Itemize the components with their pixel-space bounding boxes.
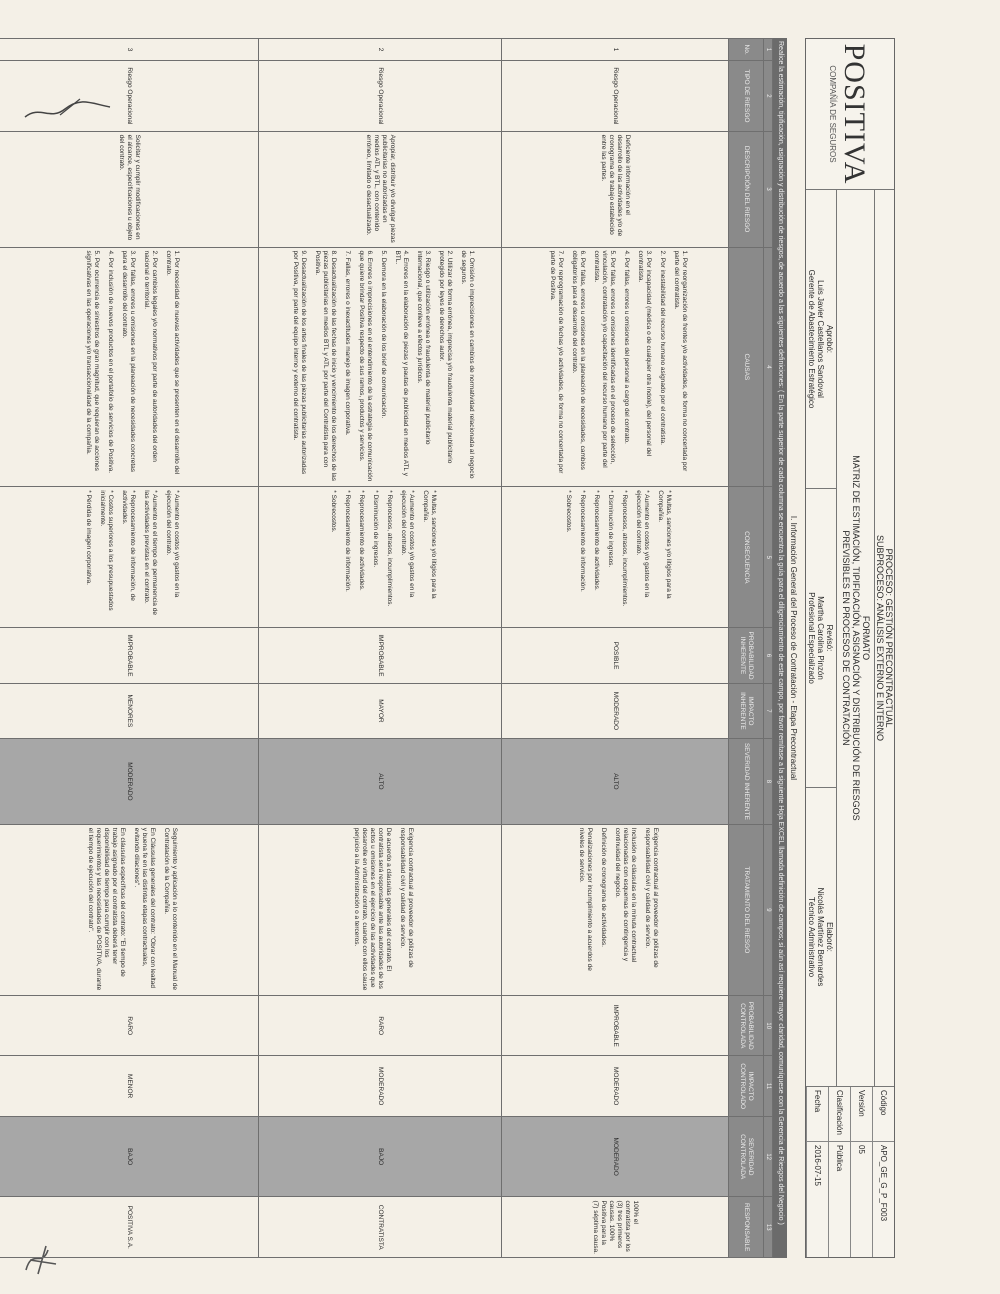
col-number: 10 [764,996,773,1056]
consequence-item: * Aumento en costos y/o gastos en la ejecución del contrato. [400,490,415,598]
treatment-item: De acuerdo a cláusulas generales del contrato. El contratista será responsable ante las autoridades de los actos u omisiones en el ejercicio de las actividades que desarrolle en virtud del contrato, cuando con ellos cause perjuicio a la Administración o a terceros. [353,827,392,991]
controlled-impact: MENOR [0,1056,259,1116]
consequence-item: * Costos superiores a los presupuestados inicialmente. [99,490,114,611]
approved-name: Luis Javier Castellanos Sandoval [816,280,825,398]
responsible: CONTRATISTA [259,1197,502,1258]
header-prob-inherente: PROBABILIDAD INHERENTE [729,628,764,683]
consequence-item: * Disminución de ingresos. [372,490,379,568]
controlled-impact: MODERADO [259,1056,502,1116]
risk-description: Solicitar y cumplir modificaciones en el alcance, especificaciones u objeto del contrato. [0,131,259,247]
inherent-impact: MAYOR [259,683,502,738]
inherent-probability: POSIBLE [502,628,729,683]
cause-item: 5. Por fallas, errores u omisiones identificadas en el proceso de selección, vinculación, contratación y/o capacitación del recurso humano por parte del contratista. [593,250,616,468]
header-impacto-inherente: IMPACTO INHERENTE [729,683,764,738]
process-block [874,190,894,1086]
cause-item: 9. Desactualización de los artes finales de las piezas publicitarias autorizadas por Positiva, por parte del equipo interno y externo del contratista. [292,250,307,475]
reviewed-role: Profesional Especializado [807,592,816,684]
inherent-probability: IMPROBABLE [259,628,502,683]
column-header-row [729,39,764,1258]
header-impacto-controlado: IMPACTO CONTROLADO [729,1056,764,1116]
reviewed-label: Revisó: [825,624,834,652]
treatment-item: Inclusión de cláusulas en la minuta contractual relacionadas con esquemas de contingencia y continuidad del negocio. [614,827,637,963]
document-header [805,38,895,1258]
row-number: 3 [0,39,259,61]
cause-item: 1. Por necesidad de nuevas actividades que se presenten en el desarrollo del contrato. [165,250,180,475]
col-number: 12 [764,1116,773,1197]
inherent-severity: ALTO [502,739,729,825]
col-number: 6 [764,628,773,683]
inherent-probability: IMPROBABLE [0,628,259,683]
approved-cell [806,190,836,489]
consequence-item: * Aumento en costos y/o gastos en la ejecución del contrato. [165,490,180,598]
consequence-item: * Sobrecostos. [330,490,337,533]
meta-value: 2016-07-15 [806,1142,828,1257]
header-descripcion: DESCRIPCIÓN DEL RIESGO [729,131,764,247]
risk-consequences [502,487,729,628]
meta-value: APO_GE_G_P_F003 [872,1142,894,1257]
cause-item: 7. Fallas, errores o inexactitudes manejo de imagen corporativa. [344,250,351,436]
subprocess-title: SUBPROCESO: ANÁLISIS EXTERNO E INTERNO [875,534,885,742]
inherent-impact: MODERADO [502,683,729,738]
document-metadata [806,1086,894,1257]
meta-value: Pública [828,1142,850,1257]
cause-item: 2. Utilizar de forma errónea, imprecisa y/o fraudulenta material publicitario protegido por leyes de derechos autor. [438,250,453,464]
header-severidad-inherente: SEVERIDAD INHERENTE [729,739,764,825]
col-number: 11 [764,1056,773,1116]
col-number: 1 [764,39,773,61]
cause-item: 5. Demora en la elaboración de los brief de comunicación. [380,250,387,419]
header-prob-controlada: PROBABILIDAD CONTROLADA [729,996,764,1056]
inherent-severity: ALTO [259,739,502,825]
signatures-block [806,190,836,1086]
consequence-item: * Sobrecostos. [565,490,572,533]
header-severidad-controlada: SEVERIDAD CONTROLADA [729,1116,764,1197]
col-number: 5 [764,487,773,628]
risk-type: Riesgo Operacional [0,61,259,132]
risk-consequences [0,487,259,628]
header-causas: CAUSAS [729,247,764,487]
treatment-item: En Cláusulas generales del contrato: "Obrar con lealtad y buena fe en las distintas etapas contractuales, evitando dilaciones". [133,827,156,988]
instructions-banner: Realice la estimación, tipificación, asignación y distribución de riesgos, de acuerdo a las siguientes definiciones: ( En la parte superior de cada columna se encuentra la guía para el diligenciamiento de este campo, por favor remítase a la siguiente Hoja EXCEL llamada definición de campos; si aún así requiere mayor claridad, comuníquese con la Gerencia de Riesgos del Negocio ) [773,38,787,1258]
cause-item: 6. Errores o imprecisiones en el entendimiento de la estrategia de comunicación que quiere brindar Positiva respecto de sus ramos, productos y servicios. [358,250,373,482]
cause-item: 7. Por reprogramación de fechas y/o actividades, de forma no concertada por parte de Positiva. [549,250,564,474]
treatment-item: Penalizaciones por incumplimiento a acuerdos de niveles de servicio. [578,827,593,971]
reviewed-cell [806,489,836,788]
risk-description: Deficiente información en el desarrollo de las actividades y/o de cronograma de trabajo establecido entre las partes. [502,131,729,247]
risk-treatment [0,824,259,995]
consequence-item: * Pérdida de imagen corporativa. [85,490,92,585]
prepared-role: Técnico Administrativo [807,896,816,978]
cause-item: 8. Desactualización de las fechas de inicio y vencimiento de los derechos de las piezas publicitarias en medios BTL y ATL por parte del Contratista para con Positiva. [314,250,337,482]
risk-consequences [259,487,502,628]
treatment-item: En cláusulas específicas del contrato: "El tiempo de trabajo asignado por el contratista deberá tener disponibilidad de tiempo para cumplir con los requerimientos y las necesidades de POSITIVA, durante el tiempo de ejecución del contrato". [87,827,126,991]
table-row [0,39,259,1258]
format-title: FORMATO [861,615,871,661]
col-number: 8 [764,739,773,825]
responsible: 100% el contratista por los (3) tres primeros causas. 100% Positiva para la (7) séptima causa. [502,1197,729,1258]
risk-table [0,38,773,1258]
header-no: No. [729,39,764,61]
col-number: 4 [764,247,773,487]
treatment-item: Exigencia contractual al proveedor de pólizas de responsabilidad civil y calidad de servicio. [644,827,659,968]
inherent-severity: MODERADO [0,739,259,825]
company-logo [806,39,894,190]
cause-item: 4. Por inclusión de nuevos productos en el portafolio de servicios de Positiva. [107,250,114,474]
controlled-severity: BAJO [0,1116,259,1197]
risk-matrix-document [10,38,895,1258]
consequence-item: * Reprocesos, atrasos, incumplimientos. [386,490,393,607]
risk-treatment [502,824,729,995]
row-number: 1 [502,39,729,61]
logo-tagline: COMPAÑÍA DE SEGUROS [828,65,838,163]
consequence-item: * Aumento en el tiempo de permanencia de las actividades previstas en el contrato. [143,490,158,615]
controlled-probability: IMPROBABLE [502,996,729,1056]
col-number: 3 [764,131,773,247]
approved-label: Aprobó: [825,324,834,354]
consequence-item: * Reprocesamiento de información. [579,490,586,592]
consequence-item: * Reprocesamiento de actividades. [593,490,600,591]
cause-item: 3. Por fallas, errores u omisiones en la planeación de necesidades concretas para el desarrollo del contrato. [121,250,136,473]
controlled-severity: BAJO [259,1116,502,1197]
cause-item: 1. Omisión o imprecisiones en cambios de normatividad relacionada al negocio de seguros. [460,250,475,479]
inherent-impact: MENORES [0,683,259,738]
consequence-item: * Reprocesamiento de información, de actividades. [121,490,136,601]
prepared-name: Nicolás Martínez Bernardes [816,887,825,987]
header-responsable: RESPONSABLE [729,1197,764,1258]
risk-causes [259,247,502,487]
controlled-severity: MODERADO [502,1116,729,1197]
treatment-item: Seguimiento y aplicación a lo contenido en el Manual de Contratación de la Compañía. [163,827,178,990]
format-block [836,190,874,1086]
cause-item: 4. Por fallas, errores u omisiones del personal a cargo del contrato. [623,250,630,444]
approved-role: Gerente de Abastecimiento Estratégico [807,269,816,409]
logo-word: POSITIVA [838,43,872,185]
consequence-item: * Reprocesamiento de actividades. [358,490,365,591]
reviewed-name: Martha Carolina Pinzón [816,596,825,680]
meta-value: 05 [850,1142,872,1257]
consequence-item: * Multas, sanciones y/o litigios para la Compañía. [657,490,672,599]
cause-item: 1. Por reorganización de frentes y/o actividades, de forma no concertada por parte del contratista. [673,250,688,472]
header-center [806,190,894,1086]
col-number: 7 [764,683,773,738]
risk-type: Riesgo Operacional [259,61,502,132]
cause-item: 3. Riesgo o utilización errónea o fraudulenta de material publicitario internacional, que conlleve a efectos jurídicos. [416,250,431,445]
meta-key: Versión [850,1087,872,1142]
header-consecuencia: CONSECUENCIA [729,487,764,628]
meta-key: Código [872,1087,894,1142]
header-tipo: TIPO DE RIESGO [729,61,764,132]
header-tratamiento: TRATAMIENTO DEL RIESGO [729,824,764,995]
meta-key: Fecha [806,1087,828,1142]
col-number: 9 [764,824,773,995]
column-number-row [764,39,773,1258]
treatment-item: Definición de cronograma de actividades. [600,827,607,947]
prepared-label: Elaboró: [825,922,834,952]
consequence-item: * Reprocesos, atrasos, incumplimientos. [621,490,628,607]
col-number: 2 [764,61,773,132]
consequence-item: * Reprocesamiento de información. [344,490,351,592]
cause-item: 4. Errores en la elaboración de piezas y pautas de publicidad en medios ATL y BTL. [394,250,409,476]
consequence-item: * Disminución de ingresos. [607,490,614,568]
risk-treatment [259,824,502,995]
cause-item: 6. Por fallas, errores u omisiones en la planeación de necesidades, cambios obligatorios para el desarrollo del contrato. [571,250,586,470]
format-line-1: MATRIZ DE ESTIMACIÓN, TIPIFICACIÓN, ASIGNACIÓN Y DISTRIBUCIÓN DE RIESGOS [851,455,861,821]
table-row [502,39,729,1258]
cause-item: 2. Por inestabilidad del recurso humano asignado por el contratista. [659,250,666,445]
table-row [259,39,502,1258]
risk-description: Apropiar, distribuir y/o divulgar piezas publicitarias no autorizadas en medios ATL y BTL, con contenido erróneo, limitado o desactualizado. [259,131,502,247]
treatment-item: Exigencia contractual al proveedor de pólizas de responsabilidad civil y calidad de servicio. [399,827,414,968]
risk-type: Riesgo Operacional [502,61,729,132]
col-number: 13 [764,1197,773,1258]
responsible: POSITIVA S.A. [0,1197,259,1258]
controlled-probability: RARO [259,996,502,1056]
consequence-item: * Multas, sanciones y/o litigios para la Compañía. [422,490,437,599]
prepared-cell [806,788,836,1086]
cause-item: 2. Por cambios legales y/o normativos por parte de autoridades del orden nacional o territorial. [143,250,158,462]
cause-item: 3. Por incapacidad (médica o de cualquier otra índole), del personal del contratista. [637,250,652,457]
cause-item: 5. Por ocurrencia de siniestros de gran magnitud, que requieran de acciones significativas en las operaciones y/o transaccionalidad de la compañía. [85,250,100,471]
risk-causes [0,247,259,487]
consequence-item: * Aumento en costos y/o gastos en la ejecución del contrato. [635,490,650,598]
meta-key: Clasificación [828,1087,850,1142]
row-number: 2 [259,39,502,61]
section-title: I. Información General del Proceso de Contratación - Etapa Precontractual [789,515,798,781]
risk-causes [502,247,729,487]
process-title: PROCESO: GESTIÓN PRECONTRACTUAL [884,548,894,728]
format-line-2: PREVISIBLES EN PROCESOS DE CONTRATACIÓN [841,530,851,746]
controlled-impact: MODERADO [502,1056,729,1116]
controlled-probability: RARO [0,996,259,1056]
